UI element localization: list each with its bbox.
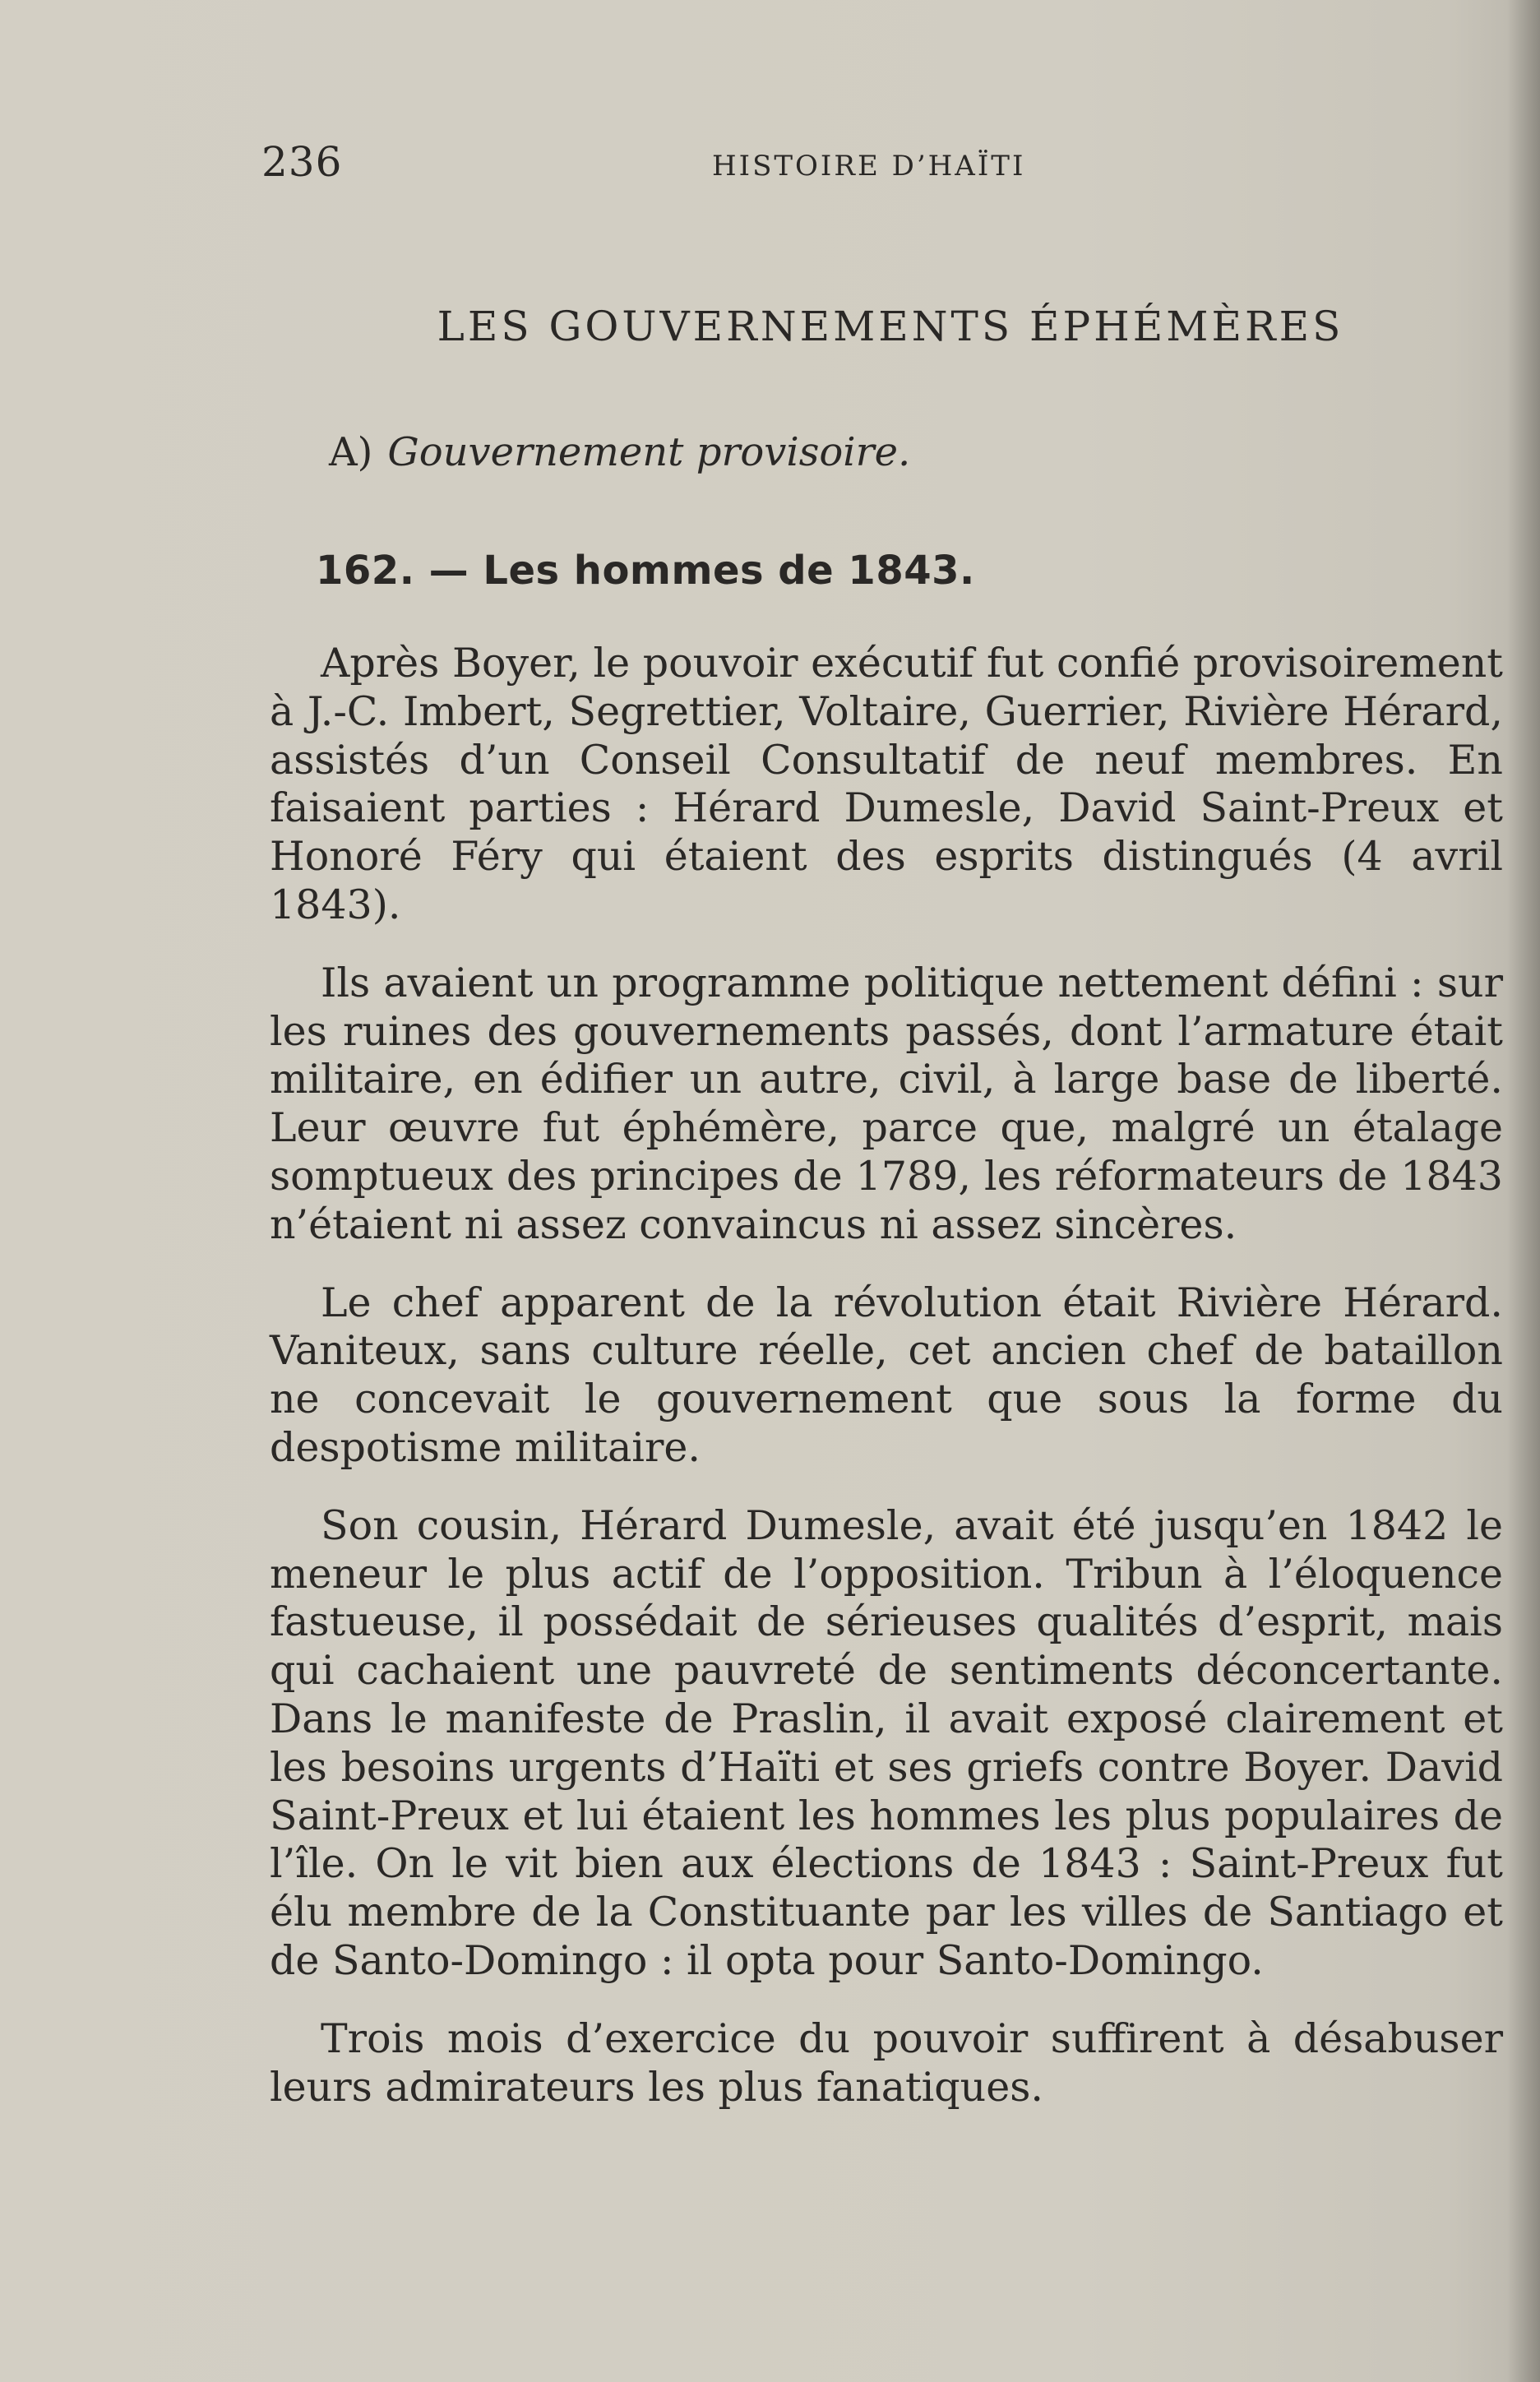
- paragraph: Après Boyer, le pouvoir exécutif fut confié provisoirement à J.-C. Imbert, Segrettier, Voltaire, Guerrier, Rivière Hérard, assistés d’un Conseil Consultatif de neuf membres. En faisaient parties : Hérard Dumesle, David Saint-Preux et Honoré Féry qui étaient des esprits distingués (4 avril 1843).: [270, 640, 1503, 928]
- subsection-heading: [329, 429, 910, 475]
- paragraph: Trois mois d’exercice du pouvoir suffirent à désabuser leurs admirateurs les plus fanatiques.: [270, 2014, 1503, 2111]
- subsection-title: Gouvernement provisoire.: [387, 429, 911, 475]
- page-edge-shadow: [1507, 0, 1540, 2382]
- running-title: HISTOIRE D’HAÏTI: [712, 150, 1026, 183]
- paragraph-heading: 162. — Les hommes de 1843.: [316, 548, 975, 594]
- paragraph: Le chef apparent de la révolution était Rivière Hérard. Vaniteux, sans culture réelle, cet ancien chef de bataillon ne concevait le gouvernement que sous la forme du despotisme militaire.: [270, 1279, 1503, 1471]
- section-title: LES GOUVERNEMENTS ÉPHÉMÈRES: [437, 303, 1344, 350]
- paragraph: Ils avaient un programme politique nettement défini : sur les ruines des gouvernements passés, dont l’armature était militaire, en édifier un autre, civil, à large base de liberté. Leur œuvre fut éphémère, parce que, malgré un étalage somptueux des principes de 1789, les réformateurs de 1843 n’étaient ni assez convaincus ni assez sincères.: [270, 959, 1503, 1248]
- paragraph: Son cousin, Hérard Dumesle, avait été jusqu’en 1842 le meneur le plus actif de l’opposition. Tribun à l’éloquence fastueuse, il possédait de sérieuses qualités d’esprit, mais qui cachaient une pauvreté de sentiments déconcertante. Dans le manifeste de Praslin, il avait exposé clairement et les besoins urgents d’Haïti et ses griefs contre Boyer. David Saint-Preux et lui étaient les hommes les plus populaires de l’île. On le vit bien aux élections de 1843 : Saint-Preux fut élu membre de la Constituante par les villes de Santiago et de Santo-Domingo : il opta pour Santo-Domingo.: [270, 1501, 1503, 1984]
- body-text: [270, 640, 1503, 2141]
- subsection-letter: A): [329, 429, 373, 475]
- page-number: 236: [261, 138, 343, 186]
- running-head: [261, 138, 1503, 187]
